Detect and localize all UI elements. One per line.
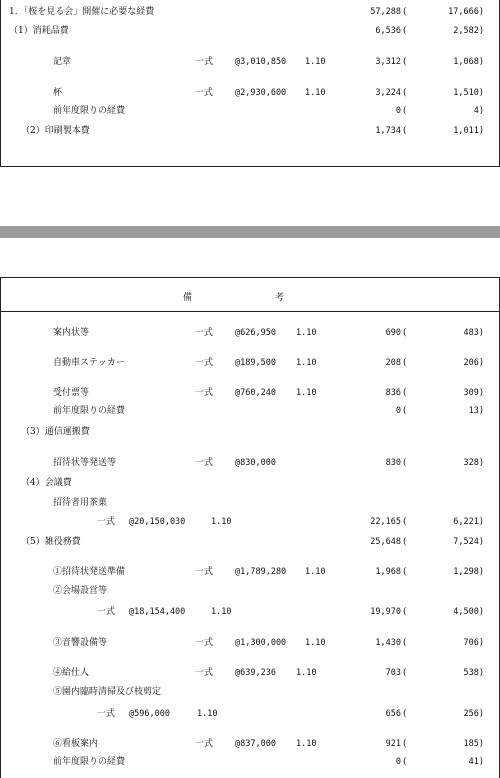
row-amount: 1,430 [375, 638, 401, 648]
row-label: 招待者用茶菓 [53, 498, 108, 508]
row-prev-amount: 13) [468, 406, 484, 416]
row-label: ①招待状発送準備 [53, 567, 126, 577]
row-amount: 3,312 [375, 57, 401, 67]
row-unit-price: @3,010,850 [235, 57, 287, 67]
row-unit: 一式 [97, 709, 116, 719]
table-row [1, 357, 500, 369]
row-unit-price: @1,789,280 [235, 567, 287, 577]
row-unit: 一式 [195, 668, 214, 678]
row-amount: 57,288 [370, 7, 401, 17]
row-label: 前年度限りの経費 [53, 757, 126, 767]
row-paren: ( [403, 106, 407, 116]
row-unit: 一式 [97, 517, 116, 527]
row-paren: ( [403, 406, 407, 416]
row-rate: 1.10 [305, 638, 326, 648]
row-amount: 690 [385, 328, 401, 338]
row-rate: 1.10 [211, 607, 232, 617]
row-unit-price: @760,240 [235, 388, 276, 398]
row-prev-amount: 1,510) [453, 88, 484, 98]
row-unit: 一式 [97, 607, 116, 617]
row-unit-price: @1,300,000 [235, 638, 287, 648]
row-amount: 1,734 [375, 126, 401, 136]
row-rate: 1.10 [197, 709, 218, 719]
row-rate: 1.10 [305, 567, 326, 577]
page-divider [0, 226, 500, 238]
row-label: （4）会議費 [21, 478, 72, 488]
row-amount: 3,224 [375, 88, 401, 98]
table-row [1, 87, 500, 99]
row-label: 1．「桜を見る会」開催に必要な経費 [9, 7, 155, 17]
row-paren: ( [403, 607, 407, 617]
table-row [1, 405, 500, 417]
row-amount: 656 [385, 709, 401, 719]
table-row [1, 516, 500, 528]
row-prev-amount: 538) [463, 668, 484, 678]
row-label: 案内状等 [53, 328, 90, 338]
row-prev-amount: 17,666) [448, 7, 484, 17]
budget-table-bottom [0, 277, 500, 778]
row-unit: 一式 [195, 739, 214, 749]
row-paren: ( [403, 358, 407, 368]
row-unit-price: @639,236 [235, 668, 276, 678]
row-unit-price: @837,000 [235, 739, 276, 749]
row-paren: ( [403, 709, 407, 719]
row-rate: 1.10 [296, 739, 317, 749]
table-row [1, 566, 500, 578]
row-prev-amount: 328) [463, 458, 484, 468]
row-prev-amount: 1,011) [453, 126, 484, 136]
row-label: ④給仕人 [53, 668, 90, 678]
row-prev-amount: 706) [463, 638, 484, 648]
row-unit-price: @596,000 [129, 709, 170, 719]
row-label: 招待状等発送等 [53, 458, 117, 468]
row-unit-price: @2,930,600 [235, 88, 287, 98]
row-label: ⑤園内臨時清掃及び枝剪定 [53, 687, 162, 697]
row-label: ⑥看板案内 [53, 739, 99, 749]
row-amount: 25,648 [370, 537, 401, 547]
row-unit: 一式 [195, 57, 214, 67]
table-row [1, 477, 500, 489]
row-rate: 1.10 [296, 388, 317, 398]
row-paren: ( [403, 126, 407, 136]
row-unit-price: @189,500 [235, 358, 276, 368]
row-label: ③音響設備等 [53, 638, 108, 648]
row-paren: ( [403, 668, 407, 678]
row-paren: ( [403, 739, 407, 749]
row-prev-amount: 1,068) [453, 57, 484, 67]
row-unit: 一式 [195, 328, 214, 338]
row-paren: ( [403, 638, 407, 648]
row-unit: 一式 [195, 88, 214, 98]
row-paren: ( [403, 458, 407, 468]
row-label: 杯 [53, 88, 63, 98]
row-prev-amount: 4,500) [453, 607, 484, 617]
table-row [1, 327, 500, 339]
row-paren: ( [403, 567, 407, 577]
row-label: （5）雑役務費 [21, 537, 81, 547]
row-label: （2）印刷製本費 [21, 126, 90, 136]
row-prev-amount: 4) [473, 106, 484, 116]
row-amount: 0 [395, 406, 401, 416]
row-paren: ( [403, 88, 407, 98]
table-row [1, 708, 500, 720]
row-rate: 1.10 [296, 668, 317, 678]
row-label: 前年度限りの経費 [53, 106, 126, 116]
row-prev-amount: 256) [463, 709, 484, 719]
row-amount: 6,536 [375, 26, 401, 36]
row-label: （3）通信運搬費 [21, 427, 90, 437]
table-row [1, 105, 500, 117]
row-paren: ( [403, 388, 407, 398]
row-unit-price: @20,150,030 [129, 517, 186, 527]
row-unit: 一式 [195, 358, 214, 368]
row-label: 受付票等 [53, 388, 90, 398]
row-amount: 1,968 [375, 567, 401, 577]
row-unit-price: @626,950 [235, 328, 276, 338]
table-row [1, 6, 500, 18]
table-row [1, 667, 500, 679]
row-paren: ( [403, 537, 407, 547]
row-amount: 0 [395, 106, 401, 116]
row-rate: 1.10 [211, 517, 232, 527]
table-row [1, 738, 500, 750]
row-prev-amount: 2,582) [453, 26, 484, 36]
row-unit-price: @830,000 [235, 458, 276, 468]
table-row [1, 387, 500, 399]
row-amount: 19,970 [370, 607, 401, 617]
row-prev-amount: 309) [463, 388, 484, 398]
row-rate: 1.10 [296, 358, 317, 368]
row-rate: 1.10 [296, 328, 317, 338]
row-amount: 836 [385, 388, 401, 398]
budget-table-top [0, 0, 500, 167]
table-row [1, 497, 500, 509]
table-row [1, 25, 500, 37]
row-label: （1）消耗品費 [9, 26, 69, 36]
row-amount: 921 [385, 739, 401, 749]
row-paren: ( [403, 57, 407, 67]
row-amount: 22,165 [370, 517, 401, 527]
row-rate: 1.10 [305, 57, 326, 67]
row-label: 前年度限りの経費 [53, 406, 126, 416]
header-rule [1, 311, 499, 312]
row-unit: 一式 [195, 458, 214, 468]
row-rate: 1.10 [305, 88, 326, 98]
row-paren: ( [403, 757, 407, 767]
row-prev-amount: 7,524) [453, 537, 484, 547]
table-row [1, 585, 500, 597]
row-amount: 0 [395, 757, 401, 767]
table-row [1, 756, 500, 768]
row-label: 自動車ステッカー [53, 358, 125, 368]
remarks-header-left: 備 [183, 293, 193, 303]
row-paren: ( [403, 7, 407, 17]
row-prev-amount: 41) [468, 757, 484, 767]
row-prev-amount: 185) [463, 739, 484, 749]
row-amount: 208 [385, 358, 401, 368]
row-paren: ( [403, 517, 407, 527]
row-amount: 830 [385, 458, 401, 468]
row-prev-amount: 206) [463, 358, 484, 368]
row-label: ②会場設営等 [53, 586, 108, 596]
table-row [1, 426, 500, 438]
table-row [1, 606, 500, 618]
table-row [1, 56, 500, 68]
table-row [1, 637, 500, 649]
row-prev-amount: 483) [463, 328, 484, 338]
table-row [1, 686, 500, 698]
table-row [1, 125, 500, 137]
table-row [1, 536, 500, 548]
row-label: 記章 [53, 57, 72, 67]
row-paren: ( [403, 26, 407, 36]
row-unit: 一式 [195, 388, 214, 398]
row-prev-amount: 1,298) [453, 567, 484, 577]
row-paren: ( [403, 328, 407, 338]
row-unit: 一式 [195, 638, 214, 648]
row-unit: 一式 [195, 567, 214, 577]
row-unit-price: @18,154,400 [129, 607, 186, 617]
table-row [1, 457, 500, 469]
row-prev-amount: 6,221) [453, 517, 484, 527]
row-amount: 703 [385, 668, 401, 678]
remarks-header-right: 考 [275, 293, 285, 303]
